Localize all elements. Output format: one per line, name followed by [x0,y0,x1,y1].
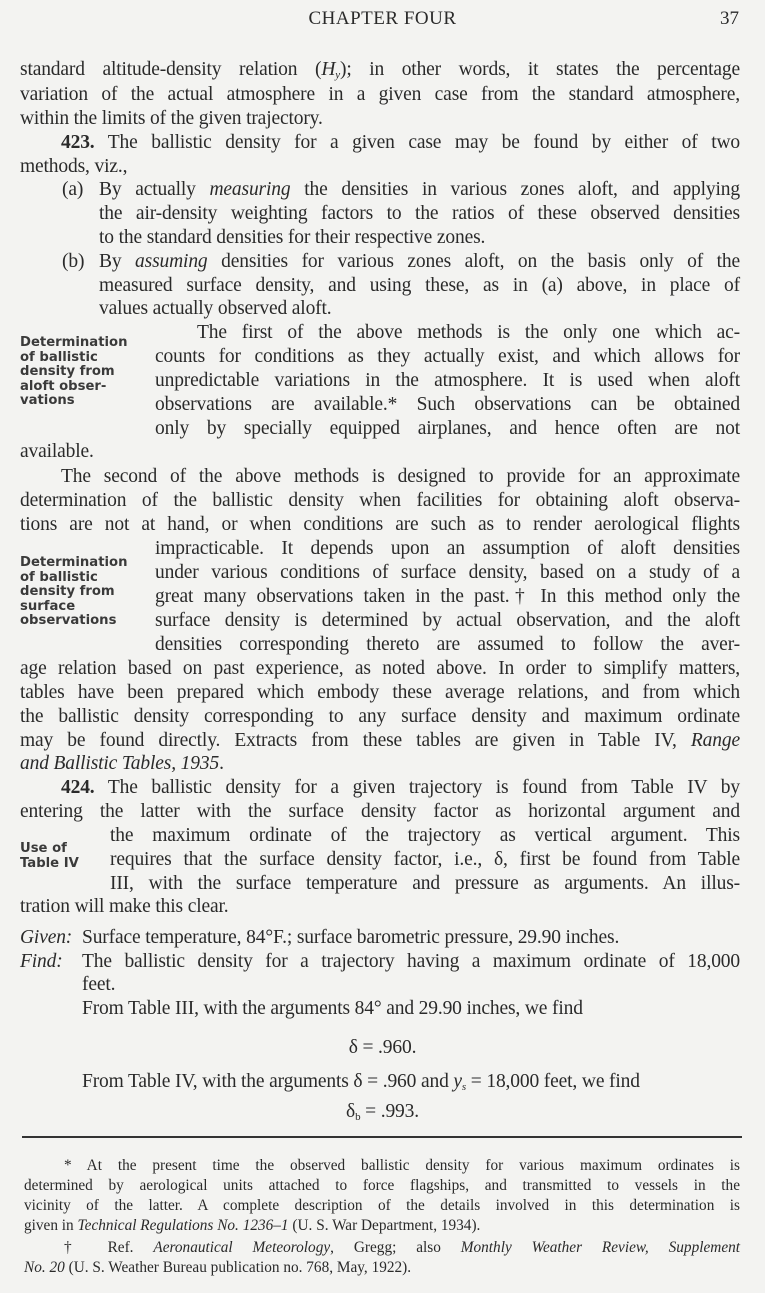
aloft-line-2: counts for conditions as they actually exist, and which allows for [155,346,740,367]
item-a-line-2: the air-density weighting factors to the ratios of these observed densities [99,203,740,224]
footnote-star-line-3: vicinity of the latter. A complete description of the details involved in this determination is [24,1197,740,1214]
surface-line-1: The second of the above methods is designed to provide for an approximate [61,466,740,487]
item-a-label: (a) [62,179,84,200]
surface-line-3: tions are not at hand, or when conditions are such as to render aerological flights [20,514,740,535]
aloft-line-5: only by specially equipped airplanes, and hence often are not [155,418,740,439]
surface-line-7: surface density is determined by actual observation, and the aloft [155,610,740,631]
step-2: From Table IV, with the arguments δ = .960 and $y_s = 18,000$ feet, we find [82,1071,640,1093]
paragraph-number: 423. [61,132,95,153]
intro-line-3: within the limits of the given trajectory. [20,108,323,129]
p424-line-3: the maximum ordinate of the trajectory as vertical argument. This [110,825,740,846]
footnote-divider [22,1136,742,1138]
p424-line-5: III, with the surface temperature and pressure as arguments. An illus- [110,873,740,894]
page-number: 37 [720,8,739,29]
p424-line-4: requires that the surface density factor, i.e., δ, first be found from Table [110,849,740,870]
p423-line-2: methods, viz., [20,156,128,177]
intro-line-1: standard altitude-density relation $(H_y)$; in other words, it states the percentage [20,59,740,81]
item-b-line-2: measured surface density, and using these, as in (a) above, in place of [99,275,740,296]
step-1: From Table III, with the arguments 84° and 29.90 inches, we find [82,998,583,1019]
surface-line-6: great many observations taken in the past.† In this method only the [155,586,740,607]
aloft-line-6: available. [20,441,94,462]
item-a-line-1: By actually measuring the densities in various zones aloft, and applying [99,179,740,200]
footnote-dagger-line-1: † Ref. Aeronautical Meteorology, Gregg; also Monthly Weather Review, Supplement [64,1239,741,1256]
margin-note-surface: Determination of ballistic density from surface observations [20,555,128,628]
aloft-line-4: observations are available.* Such observations can be obtained [155,394,740,415]
p424-line-6: tration will make this clear. [20,896,229,917]
surface-line-13: and Ballistic Tables, 1935. [20,753,224,774]
p424-line-1: 424. The ballistic density for a given trajectory is found from Table IV by [61,777,741,798]
given-text: Surface temperature, 84°F.; surface barometric pressure, 29.90 inches. [82,927,620,948]
find-text-2: feet. [82,974,116,995]
p424-line-2: entering the latter with the surface density factor as horizontal argument and [20,801,740,822]
find-label: Find: [20,951,63,972]
surface-line-8: densities corresponding thereto are assumed to follow the aver- [155,634,740,655]
footnote-star-line-4: given in Technical Regulations No. 1236–1 (U. S. War Department, 1934). [24,1217,481,1234]
footnote-star-line-2: determined by aerological units attached to force flagships, and transmitted to vessels in the [24,1177,740,1194]
given-label: Given: [20,927,73,948]
footnote-star-line-1: * At the present time the observed ballistic density for various maximum ordinates is [64,1157,740,1174]
footnote-dagger-line-2: No. 20 (U. S. Weather Bureau publication no. 768, May, 1922). [24,1259,412,1276]
item-b-line-1: By assuming densities for various zones aloft, on the basis only of the [99,251,740,272]
chapter-title: CHAPTER FOUR [308,8,457,29]
find-text-1: The ballistic density for a trajectory having a maximum ordinate of 18,000 [82,951,740,972]
item-b-label: (b) [62,251,85,272]
margin-note-use-of-table: Use of Table IV [20,841,79,871]
surface-line-4: impracticable. It depends upon an assumption of aloft densities [155,538,740,559]
aloft-line-3: unpredictable variations in the atmosphere. It is used when aloft [155,370,740,391]
result-delta: δ = .960. [348,1037,417,1058]
surface-line-5: under various conditions of surface density, based on a study of a [155,562,740,583]
intro-line-2: variation of the actual atmosphere in a given case from the standard atmosphere, [20,84,740,105]
item-a-line-3: to the standard densities for their respective zones. [99,227,486,248]
aloft-line-1: The first of the above methods is the only one which ac- [197,322,740,343]
item-b-line-3: values actually observed aloft. [99,298,332,319]
result-ballistic-density: $\delta_b = .993$. [346,1101,419,1123]
surface-line-12: may be found directly. Extracts from these tables are given in Table IV, Range [20,730,740,751]
p423-line-1: 423. The ballistic density for a given case may be found by either of two [61,132,740,153]
surface-line-2: determination of the ballistic density when facilities for obtaining aloft observa- [20,490,740,511]
surface-line-11: the ballistic density corresponding to any surface density and maximum ordinate [20,706,740,727]
surface-line-9: age relation based on past experience, as noted above. In order to simplify matters, [20,658,740,679]
margin-note-aloft: Determination of ballistic density from aloft obser- vations [20,335,128,408]
surface-line-10: tables have been prepared which embody these average relations, and from which [20,682,740,703]
paragraph-number: 424. [61,777,95,798]
